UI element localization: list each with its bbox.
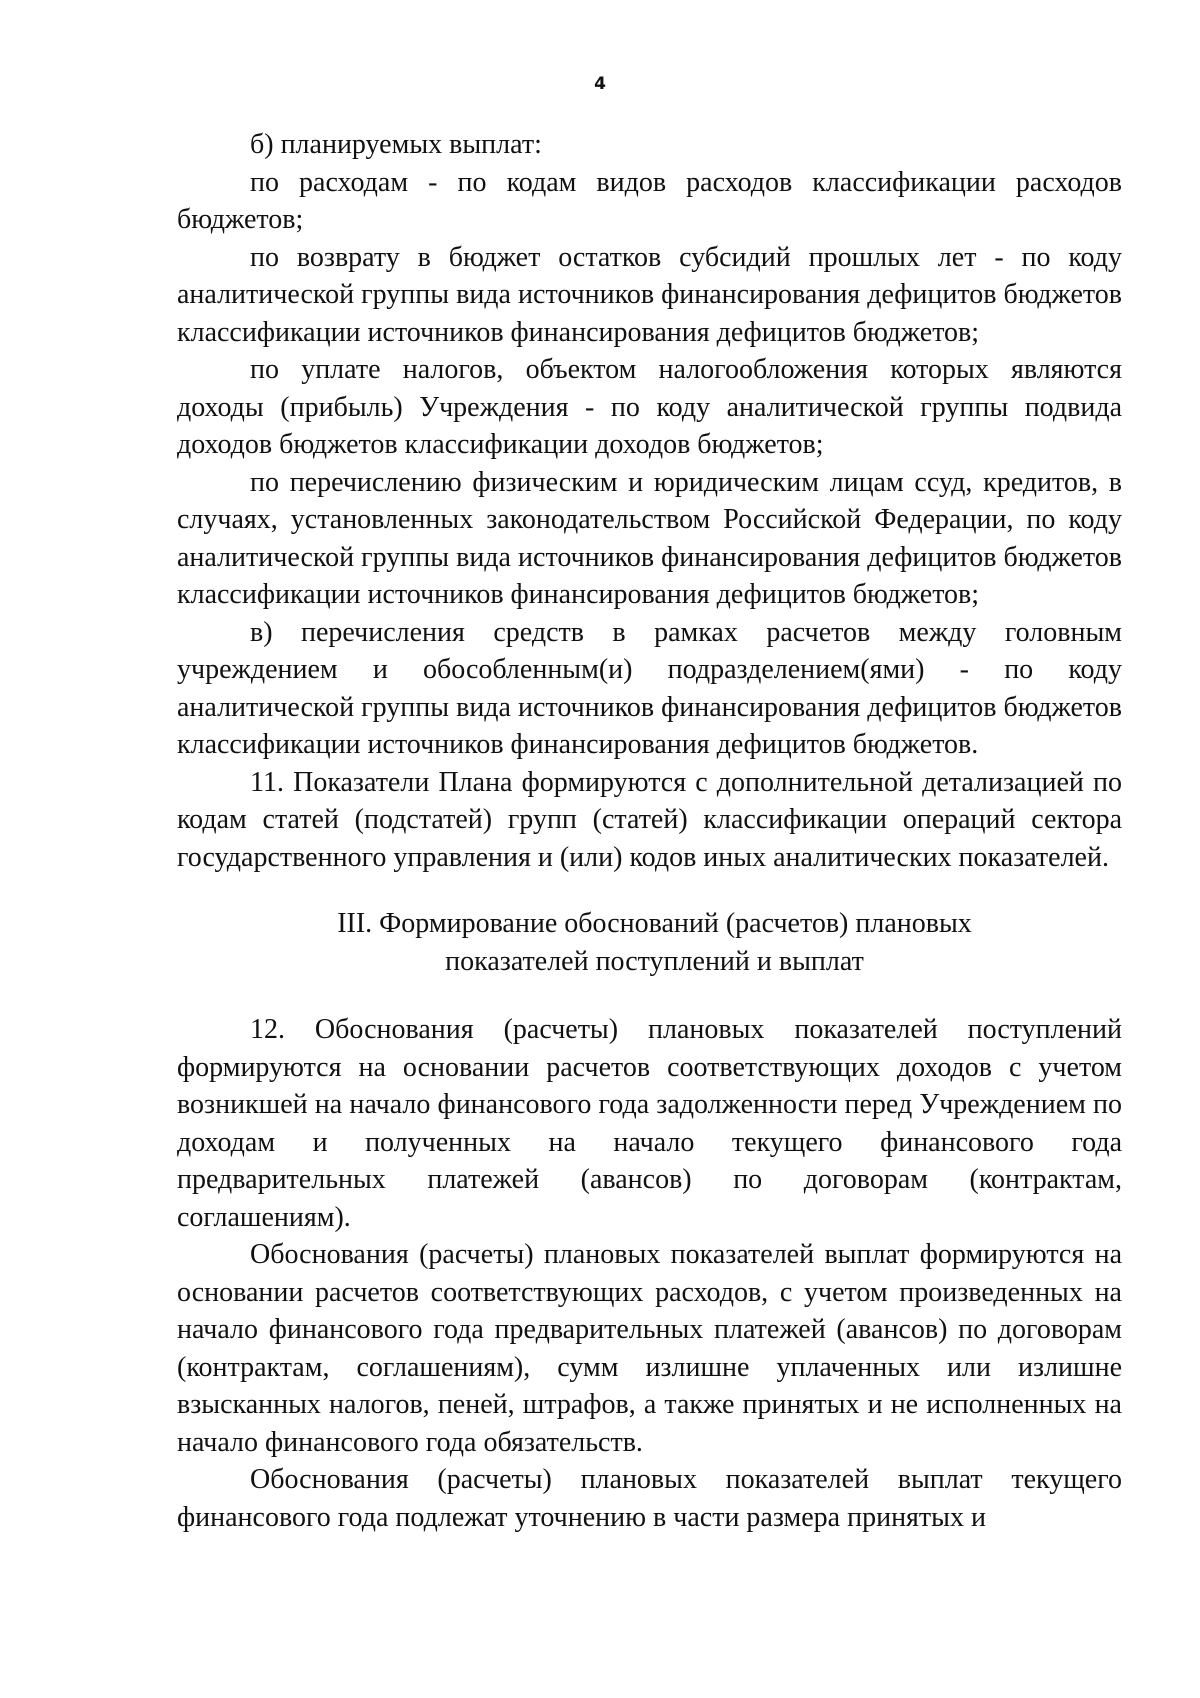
paragraph-transfers: в) перечисления средств в рамках расчетов между головным учреждением и обособленным(и) подразделением(ями) - по коду аналитической группы вида источников финансирования дефицитов бюджетов классификации источников финансирования дефицитов бюджетов.: [177, 616, 1122, 760]
page-number: 4: [594, 74, 606, 94]
paragraph-expenses: по расходам - по кодам видов расходов классификации расходов бюджетов;: [177, 166, 1122, 235]
section-heading-line-2: показателей поступлений и выплат: [445, 945, 864, 977]
document-body: [177, 126, 1122, 1536]
paragraph-loans: по перечислению физическим и юридическим лицам ссуд, кредитов, в случаях, установленных законодательством Российской Федерации, по коду аналитической группы вида источников финансирования дефицитов бюджетов классификации источников финансирования дефицитов бюджетов;: [177, 466, 1122, 610]
paragraph-planned-payments: б) планируемых выплат:: [250, 129, 542, 160]
paragraph-payments-justification: Обоснования (расчеты) плановых показателей выплат формируются на основании расчетов соответствующих расходов, с учетом произведенных на начало финансового года предварительных платежей (авансов) по договорам (контрактам, соглашениям), сумм излишне уплаченных или излишне взысканных налогов, пеней, штрафов, а также принятых и не исполненных на начало финансового года обязательств.: [177, 1239, 1122, 1458]
paragraph-current-year-clarification: Обоснования (расчеты) плановых показателей выплат текущего финансового года подлежат уточнению в части размера принятых и: [177, 1464, 1122, 1533]
paragraph-subsidy-return: по возврату в бюджет остатков субсидий прошлых лет - по коду аналитической группы вида источников финансирования дефицитов бюджетов классификации источников финансирования дефицитов бюджетов;: [177, 241, 1122, 348]
section-heading-line-1: III. Формирование обоснований (расчетов) плановых: [337, 908, 972, 939]
paragraph-tax-payment: по уплате налогов, объектом налогообложения которых являются доходы (прибыль) Учреждения - по коду аналитической группы подвида доходов бюджетов классификации доходов бюджетов;: [177, 354, 1122, 460]
paragraph-item-12: 12. Обоснования (расчеты) плановых показателей поступлений формируются на основании расчетов соответствующих доходов с учетом возникшей на начало финансового года задолженности перед Учреждением по доходам и полученных на начало текущего финансового года предварительных платежей (авансов) по договорам (контрактам, соглашениям).: [177, 1014, 1122, 1233]
paragraph-item-11: 11. Показатели Плана формируются с дополнительной детализацией по кодам статей (подстатей) групп (статей) классификации операций сектора государственного управления и (или) кодов иных аналитических показателей.: [177, 766, 1122, 873]
section-heading: [177, 876, 1122, 1011]
